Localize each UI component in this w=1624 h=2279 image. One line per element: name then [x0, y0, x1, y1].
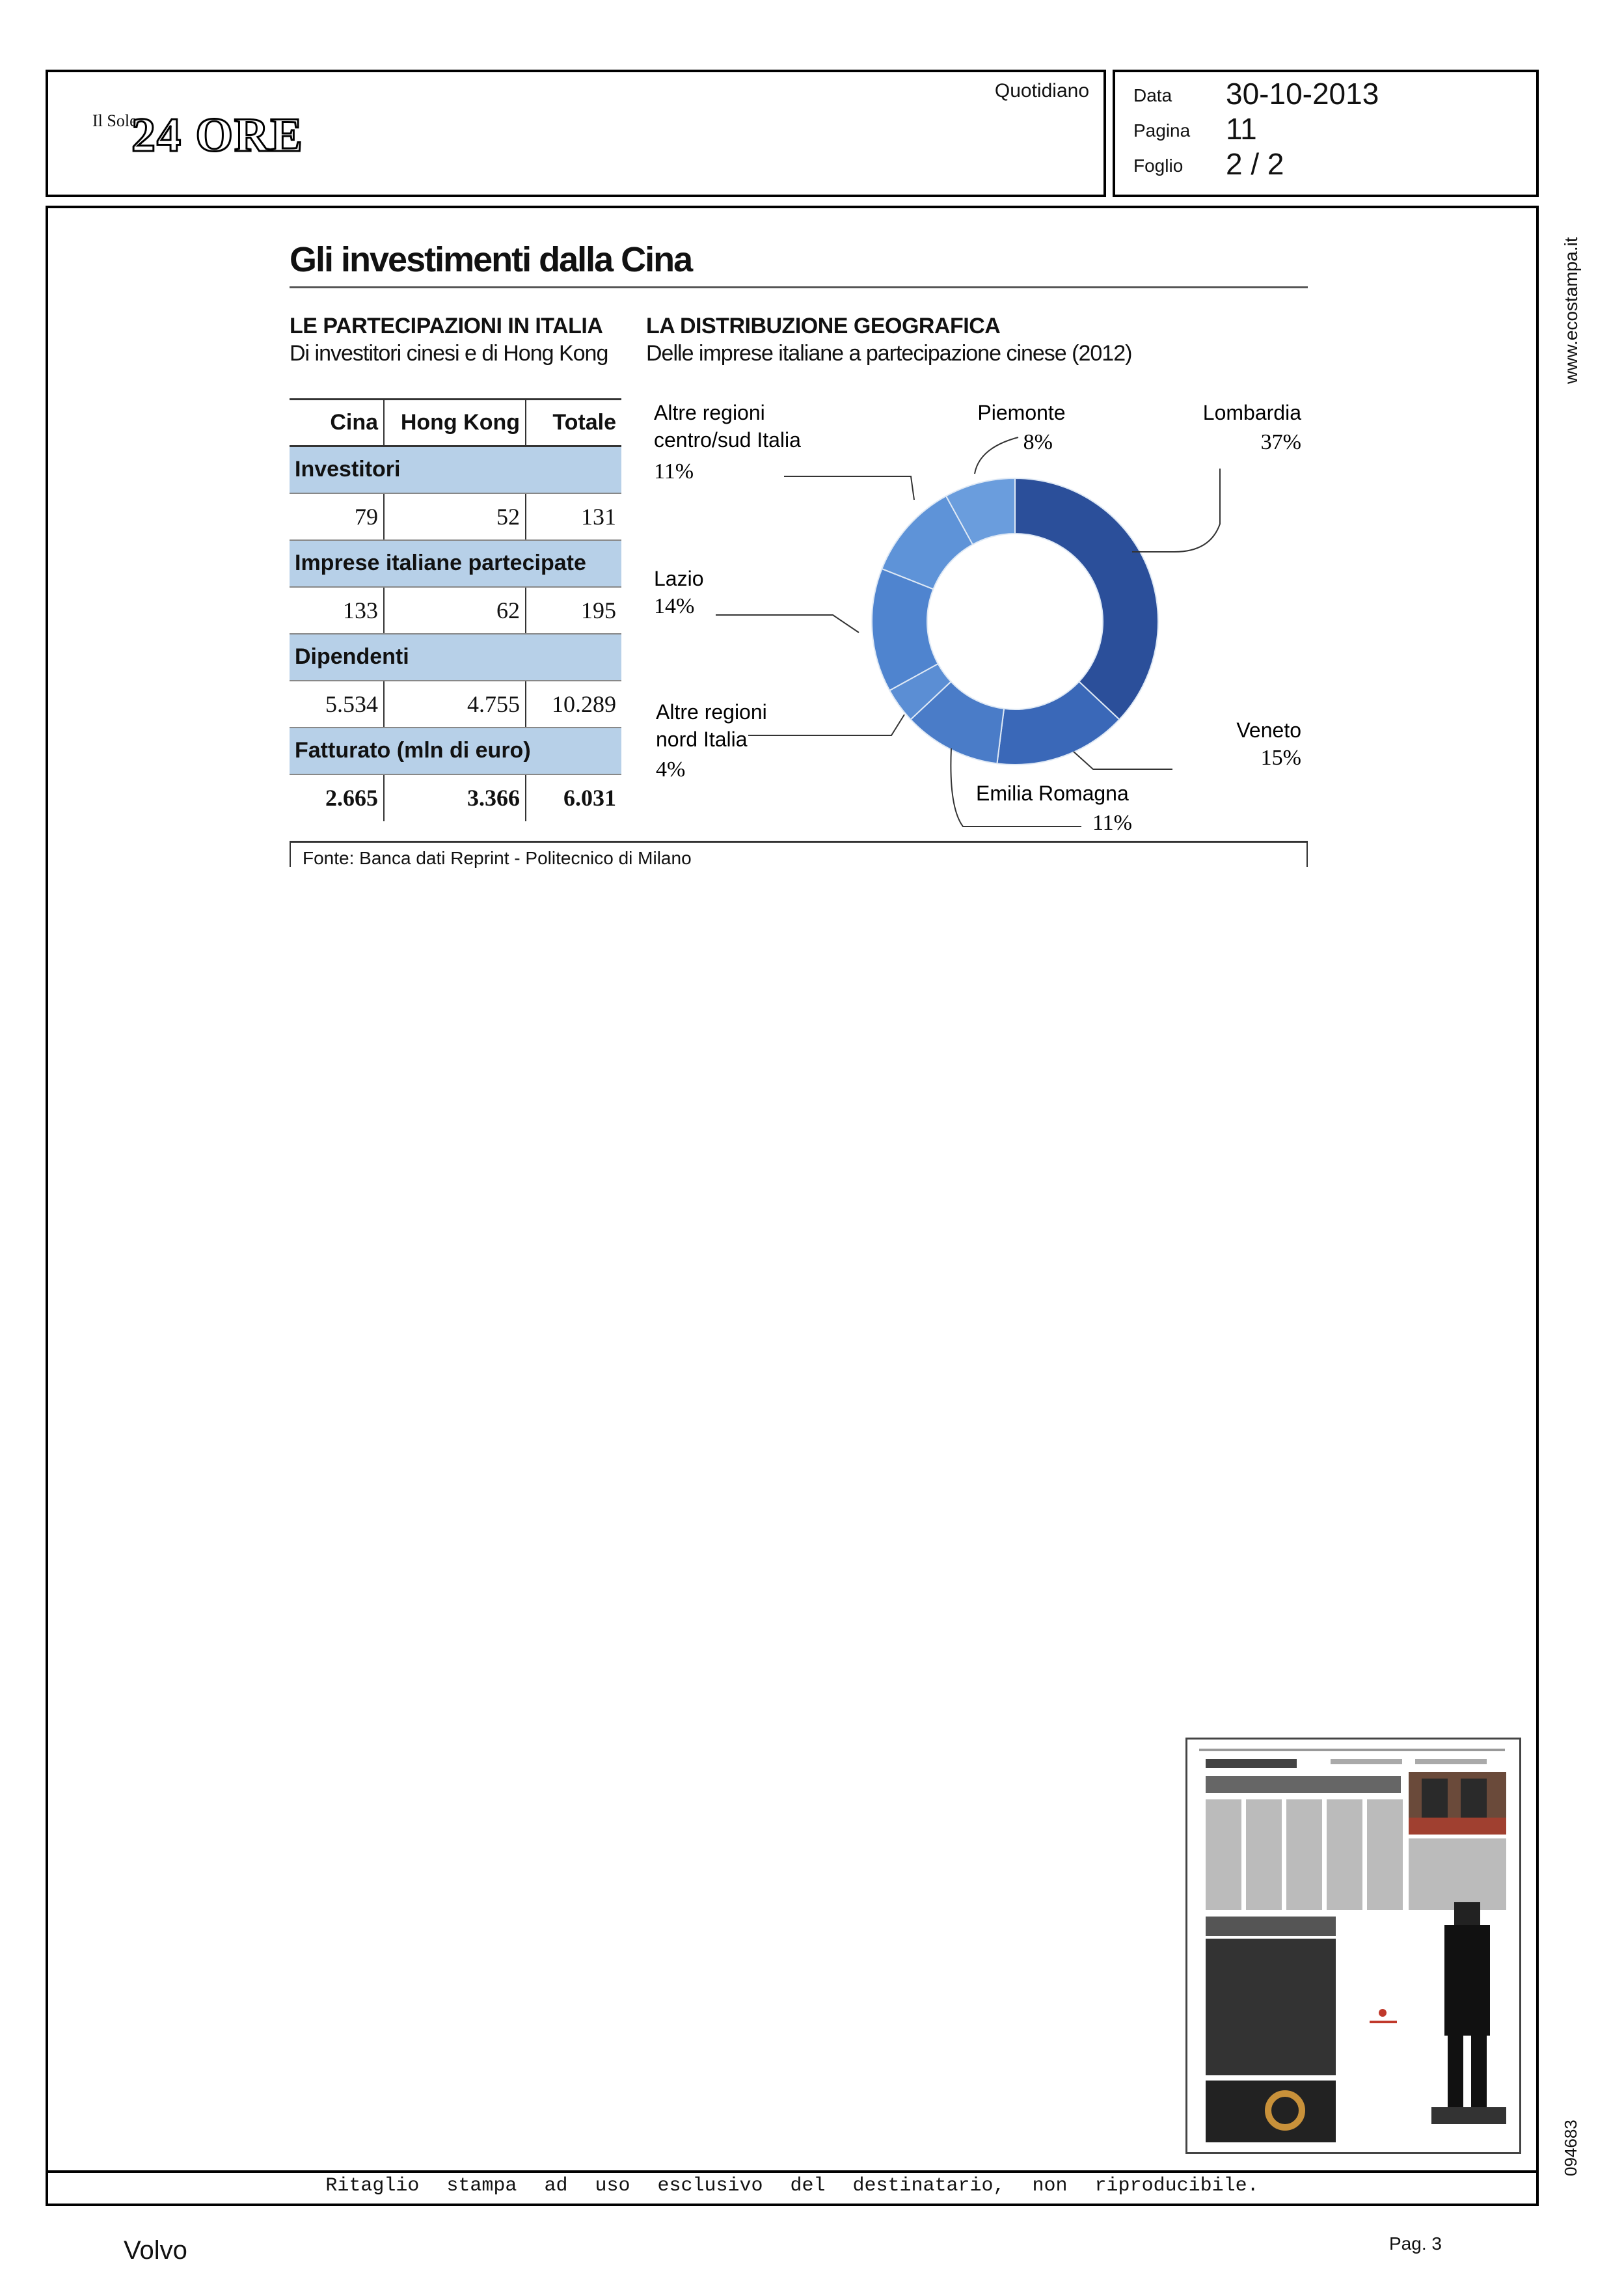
- leader-line: [748, 715, 904, 735]
- label-lombardia: Lombardia: [1202, 401, 1301, 424]
- side-code: 094683: [1561, 2120, 1580, 2176]
- table-group-row: [290, 728, 621, 774]
- footer-client: Volvo: [124, 2236, 187, 2265]
- chart-section-title: LA DISTRIBUZIONE GEOGRAFICA: [646, 314, 1001, 338]
- column-header-hong-kong: Hong Kong: [384, 400, 526, 446]
- side-code-box: [1552, 2108, 1591, 2180]
- table-header-row: [290, 400, 621, 446]
- side-url: www.ecostampa.it: [1561, 237, 1581, 384]
- table-row: [290, 774, 621, 821]
- leader-line: [1132, 469, 1220, 552]
- logo-prefix: Il Sole: [92, 111, 137, 130]
- value-altre-centro-sud: 11%: [654, 459, 694, 484]
- table-row: [290, 493, 621, 540]
- label-piemonte: Piemonte: [977, 401, 1066, 424]
- label-altre-centro-sud-line1: Altre regioni: [654, 401, 765, 424]
- label-altre-nord-line2: nord Italia: [656, 728, 748, 751]
- table-cell: 5.534: [290, 681, 384, 728]
- table-cell: 195: [526, 587, 621, 634]
- table-group-row: [290, 634, 621, 681]
- newspaper-logo: 24 ORE: [131, 109, 304, 162]
- group-label-investitori: Investitori: [290, 446, 621, 493]
- table-cell: 4.755: [384, 681, 526, 728]
- leader-line: [784, 476, 914, 500]
- value-lazio: 14%: [654, 594, 695, 618]
- title-divider: [290, 286, 1308, 288]
- value-altre-nord: 4%: [656, 757, 686, 782]
- label-veneto: Veneto: [1236, 718, 1301, 742]
- article-title: Gli investimenti dalla Cina: [290, 240, 692, 279]
- table-cell: 3.366: [384, 774, 526, 821]
- table-section-title: LE PARTECIPAZIONI IN ITALIA: [290, 314, 603, 338]
- publication-type: Quotidiano: [994, 80, 1089, 102]
- table-row: [290, 587, 621, 634]
- leader-line: [1074, 752, 1172, 769]
- meta-value-pagina: 11: [1226, 112, 1257, 146]
- clipping-note: Ritaglio stampa ad uso esclusivo del destinatario, non riproducibile.: [325, 2175, 1259, 2197]
- footer-divider: [46, 2170, 1539, 2173]
- table-cell: 133: [290, 587, 384, 634]
- source-box: [290, 841, 1308, 867]
- table-group-row: [290, 540, 621, 587]
- meta-value-foglio: 2 / 2: [1226, 147, 1284, 181]
- page-thumbnail: [1185, 1738, 1521, 2154]
- page-thumbnail-image: [1187, 1740, 1519, 2152]
- header-masthead-box: [46, 70, 1106, 197]
- donut-slices: [872, 478, 1158, 765]
- table-section-subtitle: Di investitori cinesi e di Hong Kong: [290, 341, 608, 366]
- meta-label-foglio: Foglio: [1133, 156, 1184, 176]
- table-cell: 62: [384, 587, 526, 634]
- leader-line: [716, 615, 859, 633]
- value-veneto: 15%: [1260, 746, 1301, 770]
- group-label-imprese: Imprese italiane partecipate: [290, 540, 621, 587]
- table-cell: 6.031: [526, 774, 621, 821]
- group-label-dipendenti: Dipendenti: [290, 634, 621, 681]
- table-row: [290, 681, 621, 728]
- group-label-fatturato: Fatturato (mln di euro): [290, 728, 621, 774]
- footer-page-number: Pag. 3: [1389, 2233, 1442, 2254]
- table-cell: 131: [526, 493, 621, 540]
- header-meta-box: [1113, 70, 1539, 197]
- geographic-donut-chart: [625, 390, 1327, 846]
- meta-value-data: 30-10-2013: [1226, 77, 1379, 111]
- label-emilia-romagna: Emilia Romagna: [976, 782, 1129, 805]
- table-cell: 52: [384, 493, 526, 540]
- chart-section-subtitle: Delle imprese italiane a partecipazione cinese (2012): [646, 341, 1132, 366]
- meta-label-pagina: Pagina: [1133, 120, 1191, 141]
- meta-label-data: Data: [1133, 85, 1172, 105]
- value-piemonte: 8%: [1023, 430, 1053, 454]
- side-url-box: [1552, 220, 1591, 389]
- source-note: Fonte: Banca dati Reprint - Politecnico di Milano: [303, 848, 692, 868]
- leader-line: [975, 437, 1018, 474]
- label-altre-centro-sud-line2: centro/sud Italia: [654, 428, 801, 452]
- participations-table: [290, 398, 621, 821]
- value-lombardia: 37%: [1260, 430, 1301, 454]
- table-cell: 10.289: [526, 681, 621, 728]
- table-group-row: [290, 446, 621, 493]
- label-lazio: Lazio: [654, 567, 704, 590]
- value-emilia-romagna: 11%: [1092, 811, 1132, 835]
- label-altre-nord-line1: Altre regioni: [656, 700, 767, 724]
- column-header-cina: Cina: [290, 400, 384, 446]
- table-cell: 2.665: [325, 785, 378, 811]
- column-header-totale: Totale: [526, 400, 621, 446]
- donut-slice-lombardia: [1015, 478, 1158, 720]
- table-cell: 79: [290, 493, 384, 540]
